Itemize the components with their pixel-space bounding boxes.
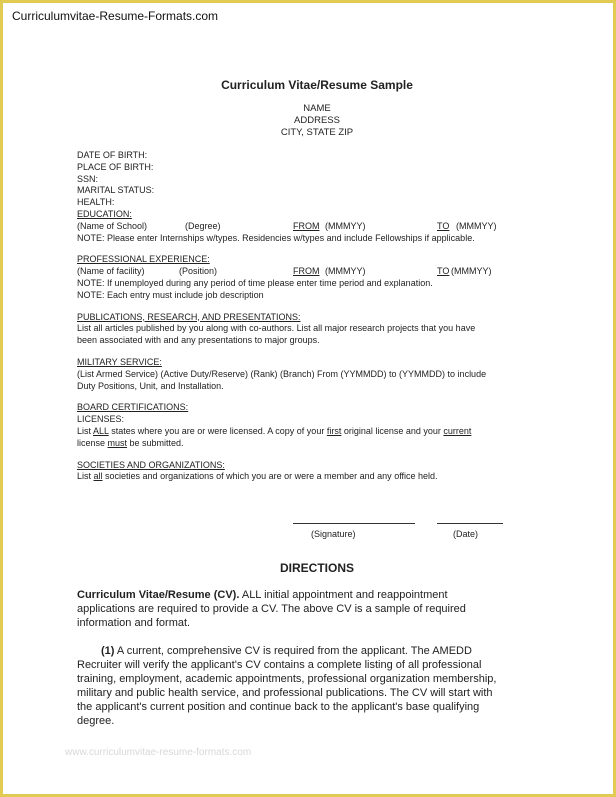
from-format: (MMMYY) [325,220,366,231]
publications-text-2: been associated with and any presentations to major groups. [77,335,320,346]
licenses-text-1: List ALL states where you are or were licensed. A copy of your first original license and your current [77,425,472,436]
date-line [437,523,503,524]
ssn-label: SSN: [77,173,99,184]
to-label: TO [437,220,450,231]
to-format: (MMMYY) [451,266,492,277]
military-section [77,357,557,392]
cv-term: Curriculum Vitae/Resume (CV). [77,589,240,602]
directions-heading: DIRECTIONS [279,561,354,576]
directions-paragraph-1: Curriculum Vitae/Resume (CV). ALL initial appointment and reappointment applications are required to provide a CV. The above CV is a sample of required information and format. [77,589,466,630]
military-text-2: Duty Positions, Unit, and Installation. [77,380,224,391]
item-number: (1) [101,645,115,658]
address-block [77,103,557,139]
professional-columns [77,266,557,278]
date-of-birth-label: DATE OF BIRTH: [77,150,148,160]
signature-block [77,523,557,557]
societies-text: List all societies and organizations of which you are or were a member and any office held. [77,471,438,482]
societies-section [77,460,557,484]
education-columns [77,221,557,233]
position-column: (Position) [179,266,218,277]
publications-text-1: List all articles published by you along with co-authors. List all major research projects that you have [77,323,476,334]
board-section [77,402,557,449]
societies-heading: SOCIETIES AND ORGANIZATIONS: [77,459,225,470]
date-label: (Date) [453,529,479,540]
professional-heading: PROFESSIONAL EXPERIENCE: [77,254,210,265]
from-label: FROM [293,220,320,231]
school-column: (Name of School) [77,220,148,231]
publications-heading: PUBLICATIONS, RESEARCH, AND PRESENTATIONS: [77,311,301,322]
education-heading: EDUCATION: [77,208,132,219]
military-heading: MILITARY SERVICE: [77,356,162,367]
signature-label: (Signature) [311,529,356,540]
education-note: NOTE: Please enter Internships w/types. Residencies w/types and include Fellowships if applicable. [77,232,475,243]
to-format: (MMMYY) [456,220,497,231]
to-label: TO [437,266,450,277]
directions-paragraph-2: (1) A current, comprehensive CV is required from the applicant. The AMEDD Recruiter will verify the applicant's CV contains a complete listing of all professional training, employment, academic appointments, professional organization membership, military and public health service, and professional publications. The CV will start with the applicant's current position and continue back to the applicant's base qualifying degree. [77,645,497,728]
place-of-birth-label: PLACE OF BIRTH: [77,161,154,172]
signature-line [293,523,415,524]
from-label: FROM [293,266,320,277]
board-heading: BOARD CERTIFICATIONS: [77,402,189,413]
professional-note-2: NOTE: Each entry must include job description [77,289,264,300]
document-title: Curriculum Vitae/Resume Sample [221,78,413,92]
city-line: CITY, STATE ZIP [280,127,354,138]
licenses-heading: LICENSES: [77,414,125,425]
name-line: NAME [303,103,331,114]
marital-status-label: MARITAL STATUS: [77,185,155,196]
facility-column: (Name of facility) [77,266,145,277]
degree-column: (Degree) [185,220,221,231]
licenses-text-2: license must be submitted. [77,437,184,448]
from-format: (MMMYY) [325,266,366,277]
education-section [77,209,557,244]
site-watermark: Curriculumvitae-Resume-Formats.com [12,9,219,23]
professional-section [77,254,557,301]
faint-watermark: www.curriculumvitae-resume-formats.com [65,747,252,758]
military-text-1: (List Armed Service) (Active Duty/Reserve) (Rank) (Branch) From (YYMMDD) to (YYMMDD) to include [77,368,487,379]
address-line: ADDRESS [294,115,340,126]
cv-document [77,63,557,728]
professional-note-1: NOTE: If unemployed during any period of time please enter time period and explanation. [77,277,433,288]
health-label: HEALTH: [77,197,115,208]
personal-info [77,150,557,209]
publications-section [77,312,557,347]
